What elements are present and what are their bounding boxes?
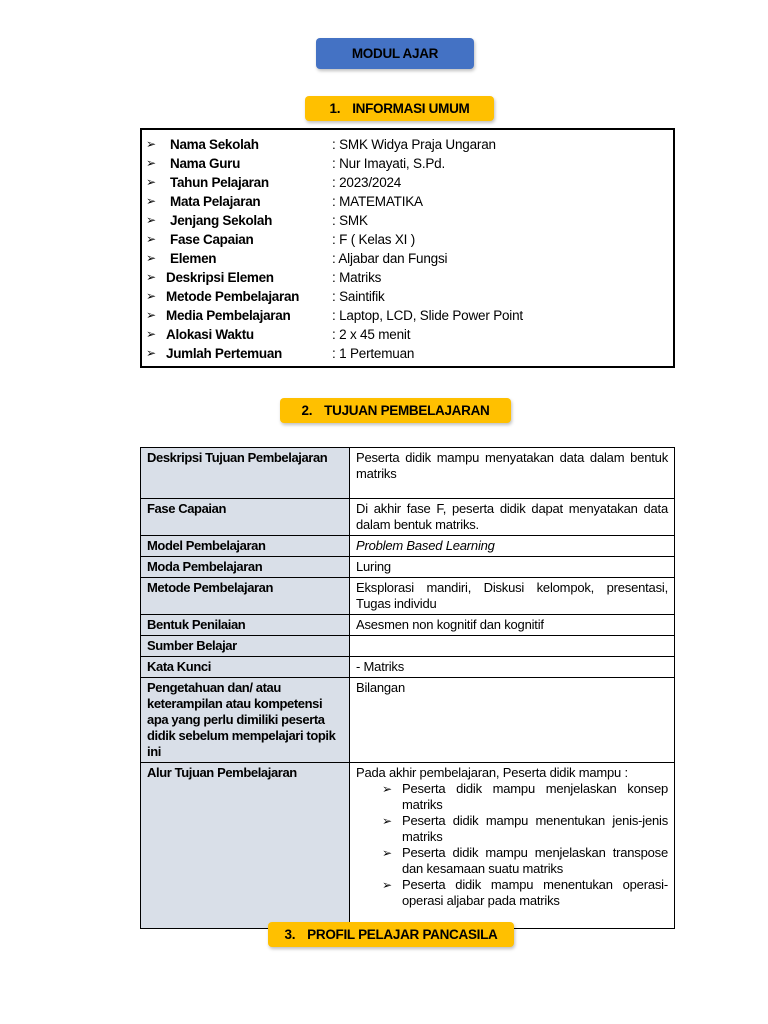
list-item: ➢ Peserta didik mampu menjelaskan transpose dan kesamaan suatu matriks bbox=[382, 845, 668, 876]
info-row-jenjang-sekolah: ➢ Jenjang Sekolah : SMK bbox=[146, 213, 368, 228]
info-row-elemen: ➢ Elemen : Aljabar dan Fungsi bbox=[146, 251, 448, 266]
informasi-umum-box bbox=[140, 128, 675, 368]
table-key-cell: Sumber Belajar bbox=[141, 636, 350, 657]
info-row-fase-capaian: ➢ Fase Capaian : F ( Kelas XI ) bbox=[146, 232, 416, 247]
table-key-cell: Metode Pembelajaran bbox=[141, 578, 350, 615]
section-heading-informasi-umum: 1. INFORMASI UMUM bbox=[305, 96, 494, 121]
table-row bbox=[141, 448, 675, 499]
list-item: ➢ Peserta didik mampu menjelaskan konsep matriks bbox=[382, 781, 668, 812]
table-row bbox=[141, 657, 675, 678]
table-key-cell: Alur Tujuan Pembelajaran bbox=[141, 763, 350, 929]
info-row-jumlah-pertemuan: ➢ Jumlah Pertemuan : 1 Pertemuan bbox=[146, 346, 415, 361]
info-row-deskripsi-elemen: ➢ Deskripsi Elemen : Matriks bbox=[146, 270, 382, 285]
arrow-bullet-icon: ➢ bbox=[146, 308, 157, 322]
table-row bbox=[141, 578, 675, 615]
table-value-cell: Problem Based Learning bbox=[350, 536, 675, 557]
table-value-cell: Luring bbox=[350, 557, 675, 578]
tujuan-pembelajaran-table bbox=[140, 447, 675, 929]
table-row bbox=[141, 678, 675, 763]
table-row bbox=[141, 557, 675, 578]
arrow-bullet-icon: ➢ bbox=[382, 782, 392, 796]
table-key-cell: Model Pembelajaran bbox=[141, 536, 350, 557]
arrow-bullet-icon: ➢ bbox=[382, 814, 392, 828]
arrow-bullet-icon: ➢ bbox=[146, 327, 157, 341]
arrow-bullet-icon: ➢ bbox=[146, 137, 157, 151]
arrow-bullet-icon: ➢ bbox=[146, 194, 157, 208]
table-row bbox=[141, 636, 675, 657]
arrow-bullet-icon: ➢ bbox=[146, 270, 157, 284]
alur-value-cell bbox=[350, 763, 675, 929]
arrow-bullet-icon: ➢ bbox=[382, 846, 392, 860]
table-value-cell: Eksplorasi mandiri, Diskusi kelompok, presentasi, Tugas individu bbox=[350, 578, 675, 615]
arrow-bullet-icon: ➢ bbox=[146, 175, 157, 189]
arrow-bullet-icon: ➢ bbox=[146, 232, 157, 246]
table-row bbox=[141, 536, 675, 557]
arrow-bullet-icon: ➢ bbox=[146, 251, 157, 265]
table-row bbox=[141, 763, 675, 929]
arrow-bullet-icon: ➢ bbox=[146, 346, 157, 360]
arrow-bullet-icon: ➢ bbox=[146, 213, 157, 227]
info-row-media-pembelajaran: ➢ Media Pembelajaran : Laptop, LCD, Slide Power Point bbox=[146, 308, 523, 323]
section-heading-profil-pelajar-pancasila: 3. PROFIL PELAJAR PANCASILA bbox=[268, 922, 514, 947]
table-key-cell: Bentuk Penilaian bbox=[141, 615, 350, 636]
list-item: ➢ Peserta didik mampu menentukan operasi-operasi aljabar pada matriks bbox=[382, 877, 668, 908]
section-heading-tujuan-pembelajaran: 2. TUJUAN PEMBELAJARAN bbox=[280, 398, 511, 423]
table-value-cell: Bilangan bbox=[350, 678, 675, 763]
table-value-cell: Asesmen non kognitif dan kognitif bbox=[350, 615, 675, 636]
table-value-cell: - Matriks bbox=[350, 657, 675, 678]
table-row bbox=[141, 615, 675, 636]
arrow-bullet-icon: ➢ bbox=[382, 878, 392, 892]
table-value-cell: Di akhir fase F, peserta didik dapat menyatakan data dalam bentuk matriks. bbox=[350, 499, 675, 536]
info-row-tahun-pelajaran: ➢ Tahun Pelajaran : 2023/2024 bbox=[146, 175, 402, 190]
info-row-nama-sekolah: ➢ Nama Sekolah : SMK Widya Praja Ungaran bbox=[146, 137, 496, 152]
info-row-alokasi-waktu: ➢ Alokasi Waktu : 2 x 45 menit bbox=[146, 327, 411, 342]
info-row-mata-pelajaran: ➢ Mata Pelajaran : MATEMATIKA bbox=[146, 194, 423, 209]
table-key-cell: Kata Kunci bbox=[141, 657, 350, 678]
arrow-bullet-icon: ➢ bbox=[146, 289, 157, 303]
table-value-cell bbox=[350, 636, 675, 657]
table-key-cell: Pengetahuan dan/ atau keterampilan atau kompetensi apa yang perlu dimiliki peserta didik sebelum mempelajari topik ini bbox=[141, 678, 350, 763]
table-key-cell: Moda Pembelajaran bbox=[141, 557, 350, 578]
document-title: MODUL AJAR bbox=[316, 38, 474, 69]
list-item: ➢ Peserta didik mampu menentukan jenis-jenis matriks bbox=[382, 813, 668, 844]
table-row bbox=[141, 499, 675, 536]
table-key-cell: Deskripsi Tujuan Pembelajaran bbox=[141, 448, 350, 499]
alur-list bbox=[356, 781, 668, 909]
arrow-bullet-icon: ➢ bbox=[146, 156, 157, 170]
table-value-cell: Peserta didik mampu menyatakan data dalam bentuk matriks bbox=[350, 448, 675, 499]
alur-intro-text: Pada akhir pembelajaran, Peserta didik mampu : bbox=[356, 765, 628, 780]
info-row-metode-pembelajaran: ➢ Metode Pembelajaran : Saintifik bbox=[146, 289, 385, 304]
table-key-cell: Fase Capaian bbox=[141, 499, 350, 536]
info-row-nama-guru: ➢ Nama Guru : Nur Imayati, S.Pd. bbox=[146, 156, 446, 171]
